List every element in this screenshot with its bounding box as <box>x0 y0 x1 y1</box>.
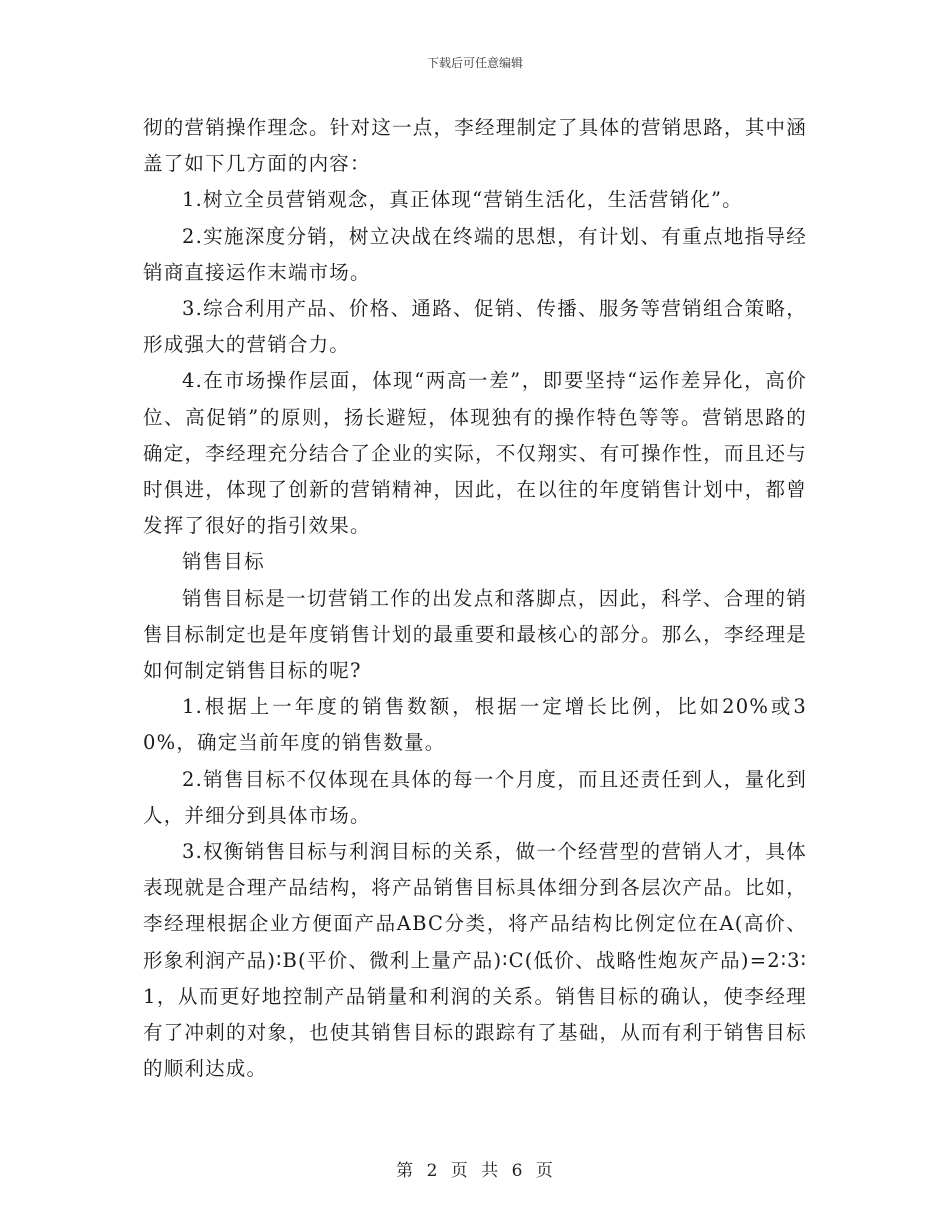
paragraph: 4.在市场操作层面，体现“两高一差”，即要坚持“运作差异化，高价位、高促销”的原则，扬长避短，体现独有的操作特色等等。营销思路的确定，李经理充分结合了企业的实际，不仅翔实、有可操作性，而且还与时俱进，体现了创新的营销精神，因此，在以往的年度销售计划中，都曾发挥了很好的指引效果。 <box>143 369 807 538</box>
paragraph: 3.权衡销售目标与利润目标的关系，做一个经营型的营销人才，具体表现就是合理产品结构，将产品销售目标具体细分到各层次产品。比如，李经理根据企业方便面产品ABC分类，将产品结构比例定位在A(高价、形象利润产品)∶B(平价、微利上量产品)∶C(低价、战略性炮灰产品)=2∶3∶1，从而更好地控制产品销量和利润的关系。销售目标的确认，使李经理有了冲刺的对象，也使其销售目标的跟踪有了基础，从而有利于销售目标的顺利达成。 <box>143 840 807 1081</box>
paragraph: 2.实施深度分销，树立决战在终端的思想，有计划、有重点地指导经销商直接运作末端市场。 <box>143 224 807 284</box>
document-body <box>143 110 807 1087</box>
paragraph: 2.销售目标不仅体现在具体的每一个月度，而且还责任到人，量化到人，并细分到具体市场。 <box>143 767 807 827</box>
paragraph: 销售目标是一切营销工作的出发点和落脚点，因此，科学、合理的销售目标制定也是年度销售计划的最重要和最核心的部分。那么，李经理是如何制定销售目标的呢? <box>143 586 807 683</box>
paragraph: 1.根据上一年度的销售数额，根据一定增长比例，比如20%或30%，确定当前年度的销售数量。 <box>143 695 807 755</box>
paragraph: 3.综合利用产品、价格、通路、促销、传播、服务等营销组合策略，形成强大的营销合力。 <box>143 297 807 357</box>
header-note: 下载后可任意编辑 <box>426 56 523 70</box>
paragraph: 1.树立全员营销观念，真正体现“营销生活化，生活营销化”。 <box>182 188 743 212</box>
page-number: 第 2 页 共 6 页 <box>396 1161 554 1181</box>
paragraph: 彻的营销操作理念。针对这一点，李经理制定了具体的营销思路，其中涵盖了如下几方面的内容： <box>143 116 807 176</box>
section-heading: 销售目标 <box>182 550 265 574</box>
